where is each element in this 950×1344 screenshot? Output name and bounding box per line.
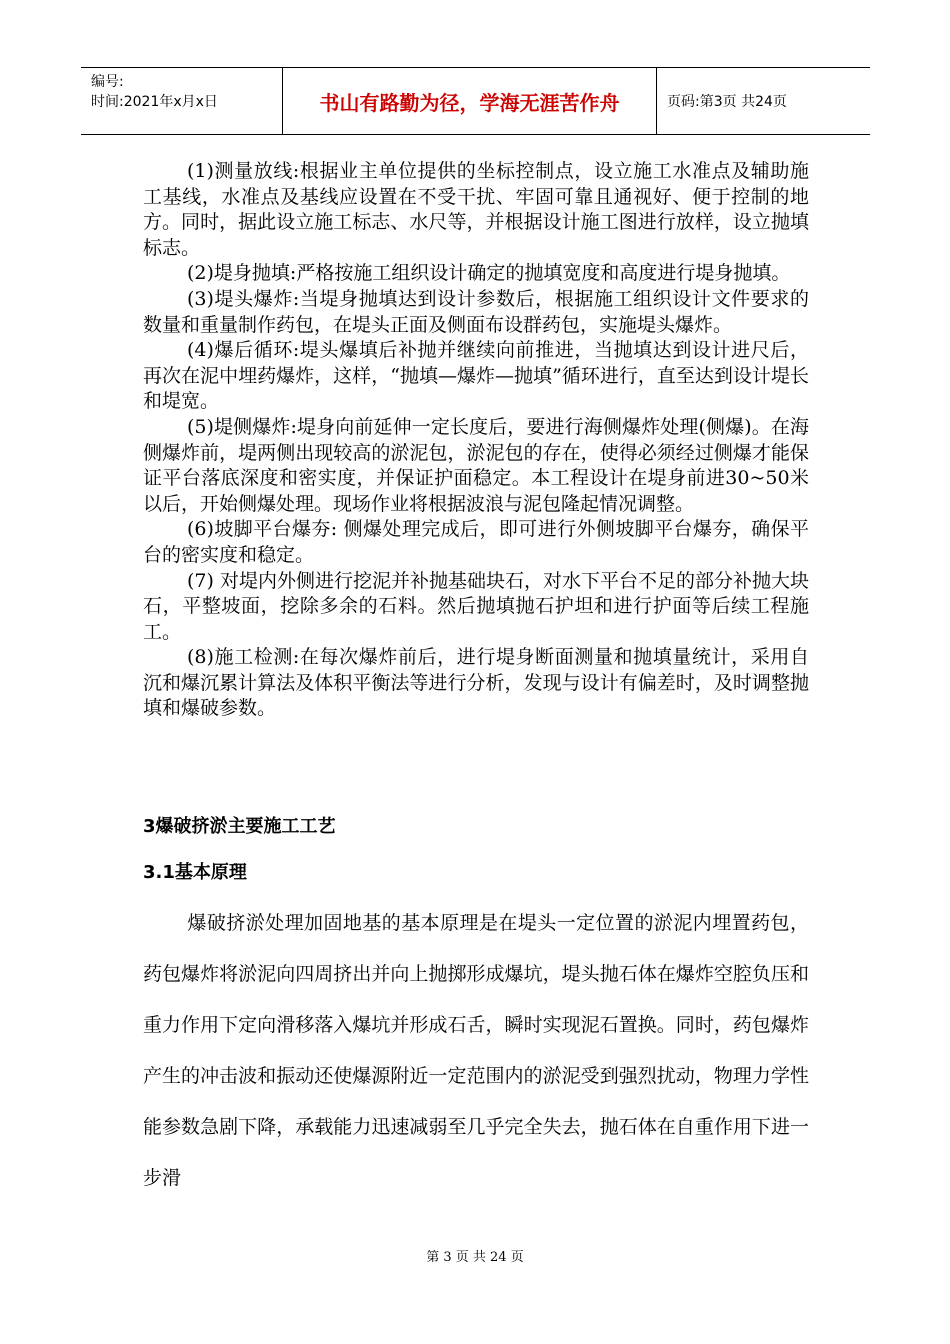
step-paragraph: (2)堤身抛填:严格按施工组织设计确定的抛填宽度和高度进行堤身抛填。: [187, 262, 791, 285]
header-motto: 书山有路勤为径，学海无涯苦作舟: [283, 68, 657, 134]
step-paragraph: (5)堤侧爆炸:堤身向前延伸一定长度后，要进行海侧爆炸处理(侧爆)。在海侧爆炸前，堤两侧出现较高的淤泥包，淤泥包的存在，使得必须经过侧爆才能保证平台落底深度和密实度，并保证护面稳定。本工程设计在堤身前进30~50米以后，开始侧爆处理。现场作业将根据波浪与泥包隆起情况调整。: [143, 415, 809, 515]
steps-section: [143, 159, 809, 722]
step-paragraph: (4)爆后循环:堤头爆填后补抛并继续向前推进，当抛填达到设计进尺后，再次在泥中埋药爆炸，这样，“抛填—爆炸—抛填”循环进行，直至达到设计堤长和堤宽。: [143, 339, 809, 413]
step-paragraph: (3)堤头爆炸:当堤身抛填达到设计参数后，根据施工组织设计文件要求的数量和重量制作药包，在堤头正面及侧面布设群药包，实施堤头爆炸。: [143, 287, 809, 336]
step-paragraph: (7) 对堤内外侧进行挖泥并补抛基础块石，对水下平台不足的部分补抛大块石，平整坡面，挖除多余的石料。然后抛填抛石护坦和进行护面等后续工程施工。: [143, 569, 809, 643]
page-header: [81, 67, 870, 135]
step-paragraph: (6)坡脚平台爆夯: 侧爆处理完成后，即可进行外侧坡脚平台爆夯，确保平台的密实度和稳定。: [143, 518, 809, 566]
doc-number-label: 编号:: [91, 74, 124, 90]
section-heading-3: 3爆破挤淤主要施工工艺: [143, 816, 336, 837]
step-paragraph: (8)施工检测:在每次爆炸前后，进行堤身断面测量和抛填量统计，采用自沉和爆沉累计算法及体积平衡法等进行分析，发现与设计有偏差时，及时调整抛填和爆破参数。: [143, 646, 809, 720]
doc-time-label: 时间:2021年x月x日: [91, 94, 218, 110]
section-heading-3-1: 3.1基本原理: [143, 862, 247, 883]
page-footer: 第 3 页 共 24 页: [426, 1250, 524, 1265]
header-meta: [81, 68, 283, 134]
principle-paragraph: 爆破挤淤处理加固地基的基本原理是在堤头一定位置的淤泥内埋置药包，药包爆炸将淤泥向四周挤出并向上抛掷形成爆坑，堤头抛石体在爆炸空腔负压和重力作用下定向滑移落入爆坑并形成石舌，瞬时实现泥石置换。同时，药包爆炸产生的冲击波和振动还使爆源附近一定范围内的淤泥受到强烈扰动，物理力学性能参数急剧下降，承载能力迅速减弱至几乎完全失去，抛石体在自重作用下进一步滑: [143, 912, 809, 1189]
step-paragraph: (1)测量放线:根据业主单位提供的坐标控制点，设立施工水准点及辅助施工基线，水准点及基线应设置在不受干扰、牢固可靠且通视好、便于控制的地方。同时，据此设立施工标志、水尺等，并根据设计施工图进行放样，设立抛填标志。: [143, 160, 809, 259]
principle-section: [143, 898, 809, 1204]
header-page-info: 页码:第3页 共24页: [667, 94, 787, 110]
